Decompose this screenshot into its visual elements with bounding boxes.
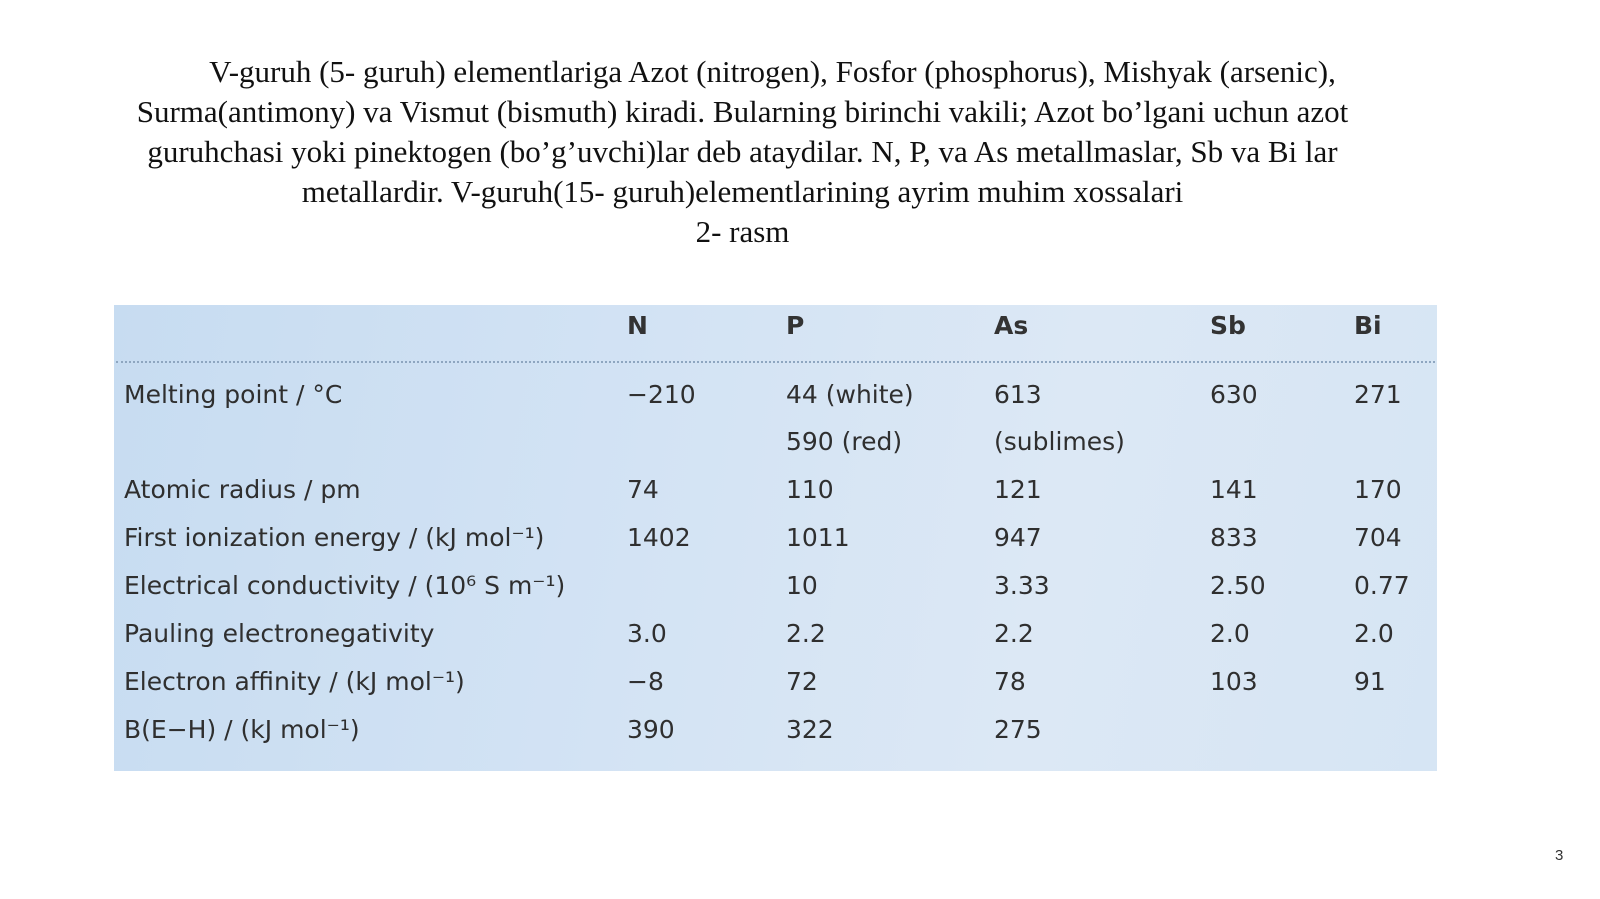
table-cell: 704 [1354,523,1402,552]
row-label: Atomic radius / pm [124,475,361,504]
table-cell: 72 [786,667,818,696]
row-label: Melting point / °C [124,380,343,409]
table-cell: 2.0 [1354,619,1394,648]
table-cell: 110 [786,475,834,504]
table-cell: 322 [786,715,834,744]
row-label: Pauling electronegativity [124,619,435,648]
table-cell: 833 [1210,523,1258,552]
table-header-sb: Sb [1210,311,1246,340]
table-cell: 390 [627,715,675,744]
table-cell: 630 [1210,380,1258,409]
table-cell: −210 [627,380,696,409]
table-header-bi: Bi [1354,311,1382,340]
table-cell: 74 [627,475,659,504]
table-cell: (sublimes) [994,427,1125,456]
table-cell: 2.2 [994,619,1034,648]
row-label: Electrical conductivity / (10⁶ S m⁻¹) [124,571,566,600]
table-cell: 0.77 [1354,571,1410,600]
table-cell: 141 [1210,475,1258,504]
table-cell: 44 (white) [786,380,914,409]
table-header-p: P [786,311,805,340]
table-cell: 78 [994,667,1026,696]
table-cell: 3.33 [994,571,1050,600]
page-number: 3 [1555,847,1564,864]
table-cell: 3.0 [627,619,667,648]
table-cell: 1402 [627,523,691,552]
slide-body-text [70,52,1415,252]
figure-label: 2- rasm [695,214,790,249]
table-cell: 613 [994,380,1042,409]
table-cell: 91 [1354,667,1386,696]
row-label: Electron affinity / (kJ mol⁻¹) [124,667,465,696]
paragraph-line: metallardir. V-guruh(15- guruh)elementlarining ayrim muhim xossalari [301,174,1184,209]
table-cell: 121 [994,475,1042,504]
table-header-as: As [994,311,1029,340]
row-label: First ionization energy / (kJ mol⁻¹) [124,523,545,552]
table-cell: 947 [994,523,1042,552]
paragraph-line: guruhchasi yoki pinektogen (bo’g’uvchi)lar deb ataydilar. N, P, va As metallmaslar, Sb va Bi lar [147,134,1338,169]
table-cell: 103 [1210,667,1258,696]
table-cell: 275 [994,715,1042,744]
table-cell: −8 [627,667,664,696]
row-label: B(E−H) / (kJ mol⁻¹) [124,715,360,744]
table-header-n: N [627,311,648,340]
table-cell: 2.50 [1210,571,1266,600]
table-cell: 1011 [786,523,850,552]
table-cell: 170 [1354,475,1402,504]
table-cell: 2.0 [1210,619,1250,648]
table-cell: 10 [786,571,818,600]
paragraph-line: Surma(antimony) va Vismut (bismuth) kiradi. Bularning birinchi vakili; Azot bo’lgani uchun azot [136,94,1349,129]
table-cell: 2.2 [786,619,826,648]
paragraph-line: V-guruh (5- guruh) elementlariga Azot (nitrogen), Fosfor (phosphorus), Mishyak (arsenic), [209,54,1336,89]
properties-table [114,305,1437,771]
table-cell: 271 [1354,380,1402,409]
table-cell: 590 (red) [786,427,903,456]
